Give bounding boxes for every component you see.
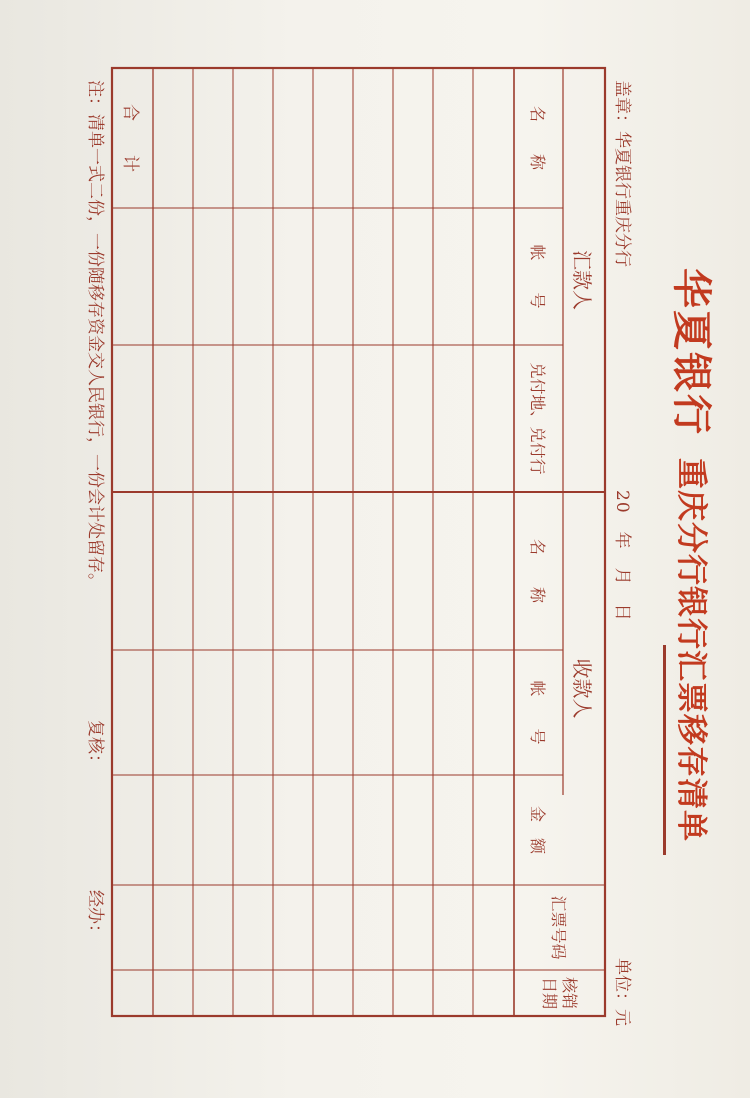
stamp-label: 盖章：华夏银行重庆分行 <box>612 80 632 267</box>
bank-name-logo: 华夏银行 <box>668 268 715 436</box>
amount-header: 金 额 <box>528 805 547 854</box>
handler-label: 经办： <box>85 890 105 941</box>
payee-account-header: 帐 号 <box>528 680 547 745</box>
reviewer-label: 复核： <box>85 720 105 771</box>
form-title: 重庆分行银行汇票移存清单 <box>673 458 710 842</box>
payee-name-header: 名 称 <box>528 538 547 603</box>
remitter-account-header: 帐 号 <box>528 244 547 309</box>
date-label: 20 年 月 日 <box>612 490 632 622</box>
writeoff-date-header: 核销日期 <box>540 976 579 1009</box>
remitter-name-header: 名 称 <box>528 105 547 170</box>
remitter-group-header: 汇款人 <box>570 250 595 310</box>
unit-label: 单位：元 <box>612 958 632 1026</box>
footer-note: 注：清单一式二份，一份随移存资金交人民银行，一份会计处留存。 <box>85 80 105 590</box>
total-row-label: 合 计 <box>120 104 140 172</box>
draft-number-header: 汇票号码 <box>549 895 568 960</box>
payee-group-header: 收款人 <box>570 658 595 719</box>
payment-place-header: 兑付地、兑付行 <box>528 362 547 475</box>
